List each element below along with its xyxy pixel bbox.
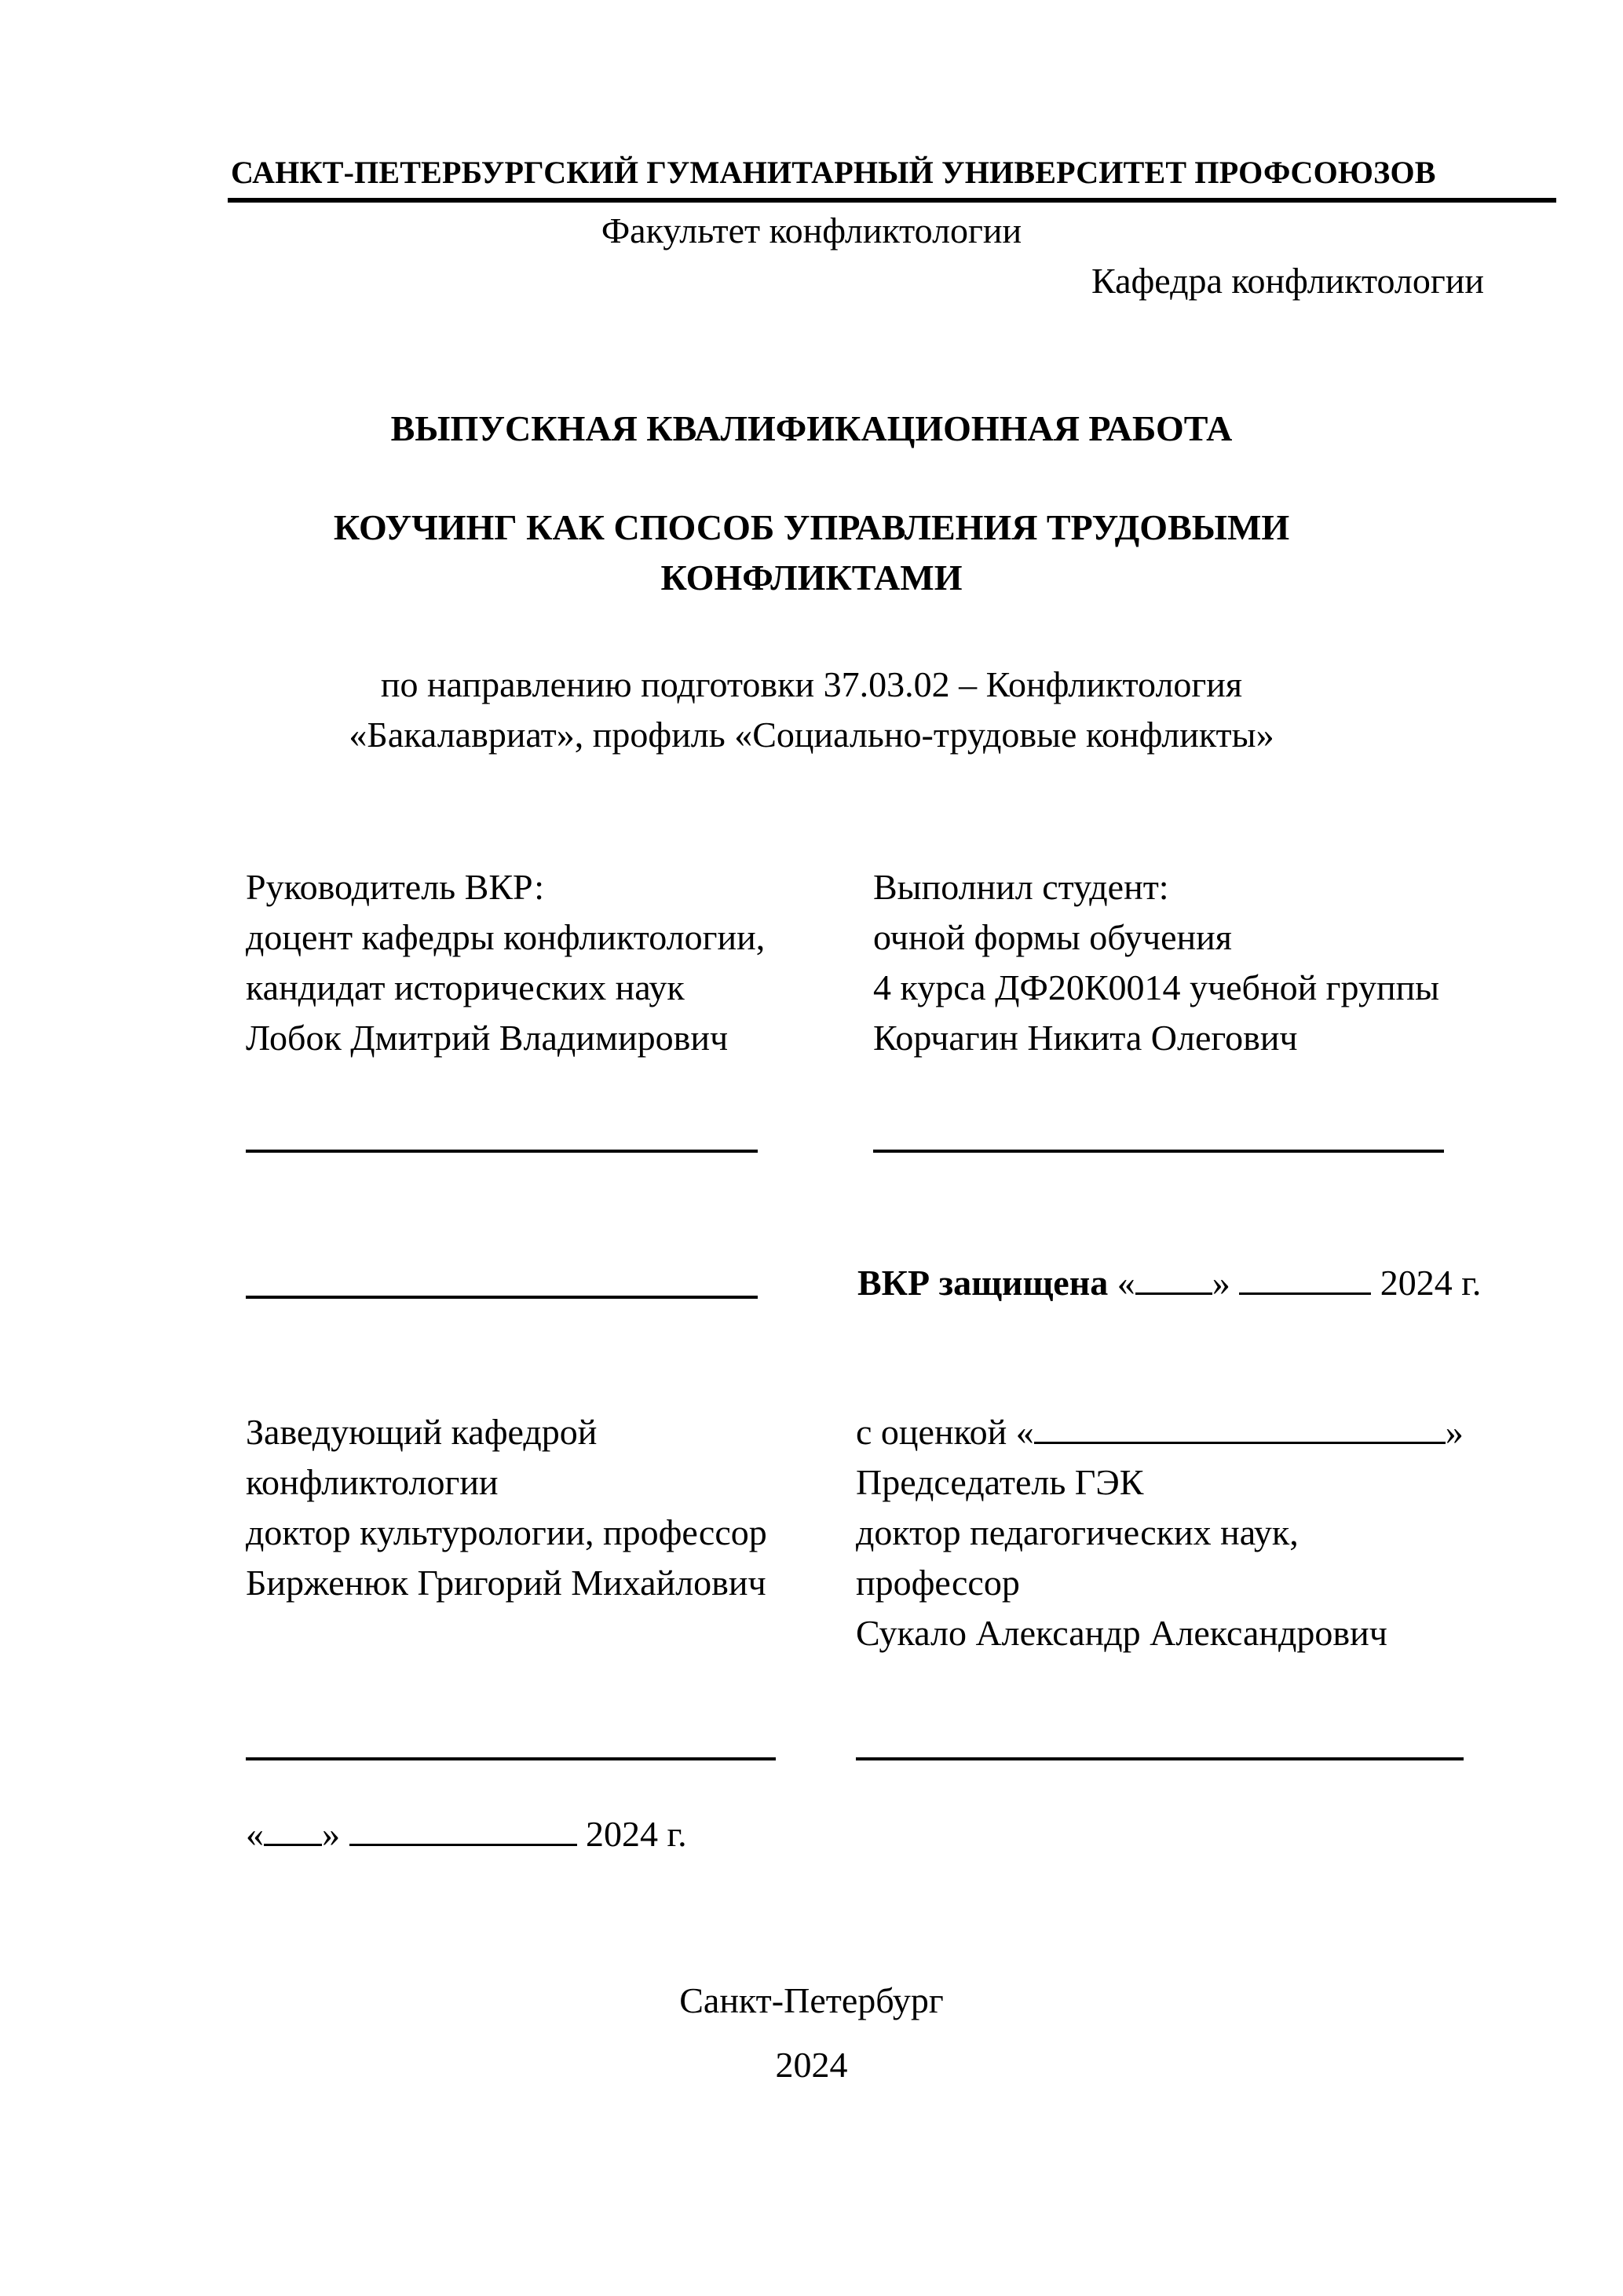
grade-field[interactable]: [1034, 1410, 1446, 1444]
head-signature-line[interactable]: [246, 1757, 776, 1760]
direction-line-1: по направлению подготовки 37.03.02 – Конфликтология: [380, 664, 1243, 704]
supervisor-label: Руководитель ВКР:: [246, 867, 545, 907]
head-label-2: конфликтологии: [246, 1462, 499, 1502]
defense-year: 2024 г.: [1380, 1263, 1482, 1303]
head-degree: доктор культурологии, профессор: [246, 1512, 767, 1552]
gek-block: [856, 1407, 1464, 1658]
gek-signature-line[interactable]: [856, 1757, 1464, 1760]
gek-degree: доктор педагогических наук,: [856, 1512, 1299, 1552]
approval-date: [246, 1809, 687, 1859]
supervisor-signature-line[interactable]: [246, 1150, 758, 1153]
head-label: Заведующий кафедрой: [246, 1412, 598, 1452]
header-rule: [228, 198, 1556, 203]
supervisor-position: доцент кафедры конфликтологии,: [246, 917, 766, 957]
university-name: САНКТ-ПЕТЕРБУРГСКИЙ ГУМАНИТАРНЫЙ УНИВЕРСИТЕТ ПРОФСОЮЗОВ: [231, 155, 1436, 190]
student-group: 4 курса ДФ20К0014 учебной группы: [873, 967, 1440, 1007]
defense-date: [857, 1258, 1481, 1308]
grade-prefix: с оценкой «: [856, 1412, 1034, 1452]
footer-year: 2024: [775, 2045, 848, 2085]
gek-title: профессор: [856, 1563, 1020, 1603]
grade-line: [856, 1407, 1464, 1457]
grade-suffix: »: [1445, 1412, 1464, 1452]
topic-line-1: КОУЧИНГ КАК СПОСОБ УПРАВЛЕНИЯ ТРУДОВЫМИ: [333, 507, 1290, 547]
gek-name: Сукало Александр Александрович: [856, 1613, 1387, 1653]
student-signature-line[interactable]: [873, 1150, 1444, 1153]
head-name: Бирженюк Григорий Михайлович: [246, 1563, 766, 1603]
approval-day-field[interactable]: [264, 1812, 322, 1846]
work-type: ВЫПУСКНАЯ КВАЛИФИКАЦИОННАЯ РАБОТА: [390, 408, 1233, 448]
student-block: [873, 862, 1439, 1063]
head-of-department-block: [246, 1407, 767, 1608]
supervisor-name: Лобок Дмитрий Владимирович: [246, 1018, 729, 1058]
defense-close-quote: »: [1212, 1263, 1230, 1303]
defense-day-field[interactable]: [1135, 1261, 1212, 1295]
topic-line-2: КОНФЛИКТАМИ: [660, 558, 963, 598]
student-name: Корчагин Никита Олегович: [873, 1018, 1298, 1058]
date-close-quote: »: [322, 1814, 340, 1854]
direction-line-2: «Бакалавриат», профиль «Социально-трудовые конфликты»: [349, 715, 1274, 755]
supervisor-block: [246, 862, 765, 1063]
supervisor-date-line[interactable]: [246, 1296, 758, 1299]
date-open-quote: «: [246, 1814, 264, 1854]
footer-city: Санкт-Петербург: [679, 1980, 944, 2020]
defense-label: ВКР защищена: [857, 1263, 1109, 1303]
gek-label: Председатель ГЭК: [856, 1462, 1144, 1502]
approval-month-field[interactable]: [349, 1812, 577, 1846]
approval-year: 2024 г.: [586, 1814, 687, 1854]
student-study-form: очной формы обучения: [873, 917, 1232, 957]
department-name: Кафедра конфликтологии: [1091, 261, 1484, 301]
student-label: Выполнил студент:: [873, 867, 1169, 907]
faculty-name: Факультет конфликтологии: [601, 210, 1022, 250]
defense-open-quote: «: [1117, 1263, 1135, 1303]
defense-month-field[interactable]: [1239, 1261, 1371, 1295]
supervisor-degree: кандидат исторических наук: [246, 967, 685, 1007]
